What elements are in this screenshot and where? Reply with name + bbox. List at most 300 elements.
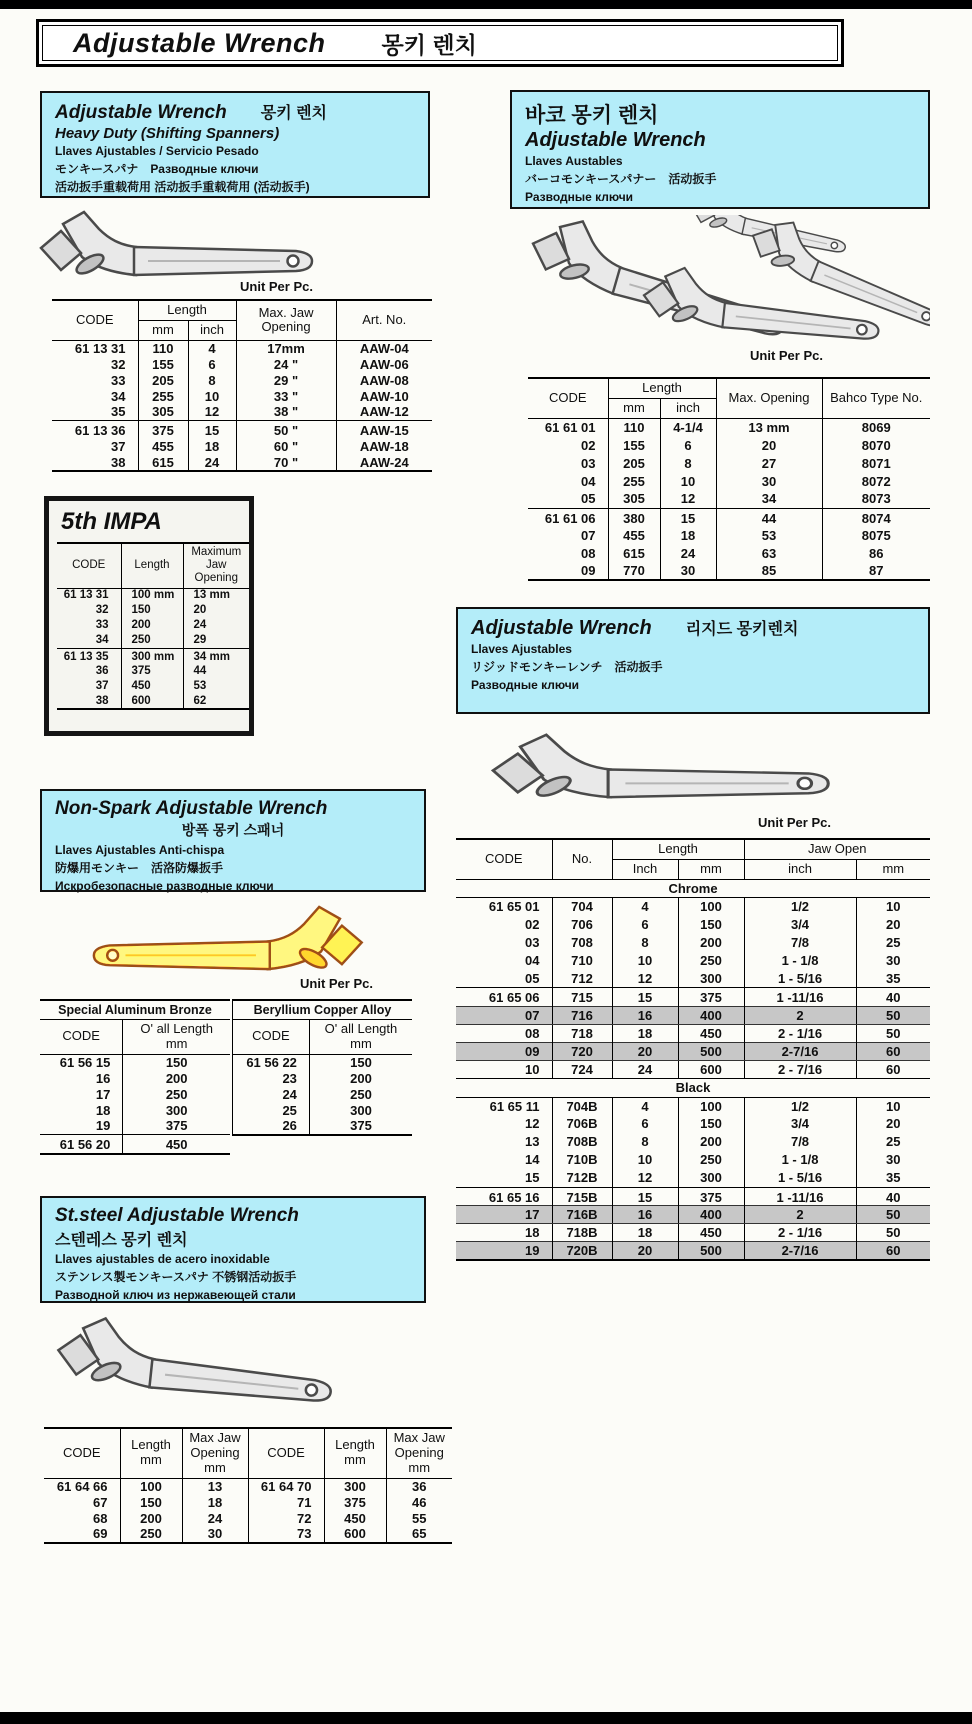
table-cell: 18: [660, 526, 716, 544]
table-cell: 04: [528, 472, 608, 490]
table-row: [528, 472, 930, 490]
table-cell: 450: [678, 1224, 744, 1242]
table-cell: 18: [40, 1102, 123, 1118]
table-cell: 53: [716, 526, 822, 544]
col-header-max-opening: Max. Opening: [716, 378, 822, 418]
table-cell: AAW-18: [359, 438, 409, 454]
table-cell: 50: [856, 1007, 930, 1025]
table-row: [456, 952, 930, 970]
table-cell: 13: [182, 1478, 248, 1494]
section-title: Adjustable Wrench: [525, 129, 706, 151]
table-cell: 61 13 31: [52, 340, 138, 356]
table-cell: 300: [165, 1102, 188, 1118]
table-cell: 72: [248, 1510, 324, 1526]
table-cell: 375: [138, 421, 188, 439]
table-cell: 250: [120, 1526, 182, 1543]
unit-per-pc-label: Unit Per Pc.: [300, 976, 373, 991]
table-cell: 17: [456, 1206, 552, 1224]
table-cell: 34 mm: [183, 648, 249, 664]
table-cell: 8074: [822, 508, 930, 526]
table-cell: 150: [121, 603, 183, 618]
section-subtitle: Heavy Duty (Shifting Spanners): [55, 125, 280, 142]
table-cell: 19: [40, 1118, 123, 1134]
col-header-no: No.: [552, 839, 612, 879]
table-row: [456, 934, 930, 952]
lang-line-ru: Разводной ключ из нержавеющей стали: [55, 1288, 296, 1302]
table-cell: 706: [552, 916, 612, 934]
table-cell: 61 56 15: [40, 1054, 123, 1070]
table-cell: 718B: [552, 1224, 612, 1242]
section-title: Adjustable Wrench: [471, 617, 652, 639]
table-cell: 250: [678, 1151, 744, 1169]
table-cell: 61 13 36: [52, 421, 138, 439]
bahco-wrench-group-image: [522, 215, 930, 347]
non-spark-wrench-image: [36, 898, 381, 982]
table-cell: 715B: [552, 1187, 612, 1206]
table-cell: 36: [386, 1478, 452, 1494]
col-header-length: Length: [138, 300, 236, 320]
table-cell: 770: [608, 562, 660, 580]
heavy-duty-table: [52, 299, 432, 472]
table-cell: 710B: [552, 1151, 612, 1169]
table-cell: 30: [886, 953, 901, 969]
table-cell: 1 - 1/8: [744, 1151, 856, 1169]
table-row: [456, 916, 930, 934]
table-cell: 720: [552, 1043, 612, 1061]
table-cell: 500: [678, 1043, 744, 1061]
section-title-row: [471, 616, 915, 640]
table-cell: 615: [608, 544, 660, 562]
lang-line-ja-zh: リジッドモンキーレンチ 活动扳手: [471, 660, 663, 674]
table-cell: 375: [165, 1118, 188, 1134]
col-header-oall-length-text: O' all Length: [324, 1021, 398, 1036]
table-cell: 08: [528, 544, 608, 562]
table-cell: 16: [612, 1007, 678, 1025]
table-cell: 15: [612, 1187, 678, 1206]
table-cell: 35: [52, 404, 138, 420]
lang-line-ru: Искробезопасные разводные ключи: [55, 879, 274, 893]
table-cell: AAW-24: [359, 454, 409, 470]
table-cell: 03: [528, 454, 608, 472]
col-header-code: CODE: [44, 1428, 120, 1478]
table-row: [52, 388, 432, 404]
table-cell: 8075: [861, 527, 891, 543]
bahco-table: [528, 377, 930, 581]
table-row: [52, 404, 432, 420]
col-header-inch: inch: [188, 320, 236, 340]
page-title-box: [36, 19, 844, 67]
col-header-jaw-mm: mm: [882, 860, 905, 876]
table-cell: 1/2: [744, 1097, 856, 1115]
table-cell: 150: [678, 1115, 744, 1133]
table-cell: 150: [309, 1054, 412, 1070]
lang-line-ja-ru: モンキースパナ Разводные ключи: [55, 162, 259, 176]
table-cell: 615: [138, 455, 188, 472]
lang-line-ja-zh: 防爆用モンキー 活洛防爆扳手: [55, 861, 224, 875]
table-cell: 70 ": [236, 455, 336, 472]
table-cell: 100: [120, 1478, 182, 1494]
table-cell: 155: [138, 356, 188, 372]
page-title-en: Adjustable Wrench: [73, 27, 326, 58]
table-cell: 455: [608, 526, 660, 544]
table-cell: 17mm: [236, 340, 336, 356]
table-cell: 4: [612, 898, 678, 916]
table-row: [40, 1070, 230, 1086]
table-row: [44, 1478, 452, 1494]
table-cell: 2-7/16: [744, 1242, 856, 1260]
table-cell: 25: [233, 1102, 309, 1118]
col-header-code: CODE: [456, 839, 552, 879]
table-cell: 61 64 66: [44, 1478, 120, 1494]
table-cell: 300: [678, 970, 744, 988]
col-header-max-jaw: Max. Jaw Opening: [236, 300, 336, 340]
table-cell: 3/4: [744, 1115, 856, 1133]
table-cell: 2 - 7/16: [744, 1061, 856, 1079]
table-cell: 300 mm: [121, 648, 183, 664]
table-cell: 17: [40, 1086, 123, 1102]
table-cell: AAW-08: [359, 372, 409, 388]
table-cell: 30: [886, 1152, 901, 1168]
table-cell: 12: [612, 1169, 678, 1187]
table-cell: 250: [678, 952, 744, 970]
lang-line-ru: Разводные ключи: [471, 678, 580, 692]
table-cell: 600: [678, 1061, 744, 1079]
table-cell: 7/8: [744, 1133, 856, 1151]
col-header-mm: mm: [350, 1035, 372, 1051]
table-cell: 4: [188, 340, 236, 356]
table-cell: 24: [193, 618, 207, 631]
table-cell: 50 ": [236, 421, 336, 439]
table-row: [456, 1151, 930, 1169]
table-cell: 67: [44, 1494, 120, 1510]
section-title-ko: 몽키 렌치: [260, 105, 328, 122]
table-cell: 200: [165, 1070, 188, 1086]
col-header-mm: mm: [408, 1459, 431, 1475]
table-row: [40, 1054, 230, 1070]
table-cell: 716B: [552, 1206, 612, 1224]
table-cell: 73: [248, 1526, 324, 1543]
col-header-bahco-type: Bahco Type No.: [830, 389, 923, 405]
col-header-code: CODE: [528, 378, 608, 418]
table-cell: 26: [233, 1118, 309, 1135]
table-cell: 450: [121, 679, 183, 694]
beryllium-table-block: [232, 999, 412, 1136]
table-cell: 200: [678, 1133, 744, 1151]
table-cell: 712B: [552, 1169, 612, 1187]
section-heavy-duty-header: [40, 91, 430, 198]
bronze-table: [40, 1020, 230, 1155]
table-cell: 200: [121, 618, 183, 633]
table-cell: 34: [52, 388, 138, 404]
table-cell: 65: [412, 1526, 427, 1542]
col-header-length-text: Length: [131, 1437, 171, 1453]
table-row: [40, 1086, 230, 1102]
table-cell: 03: [456, 934, 552, 952]
table-cell: 60: [856, 1242, 930, 1260]
table-row: [44, 1494, 452, 1510]
table-cell: 87: [869, 563, 884, 579]
table-cell: 18: [456, 1224, 552, 1242]
table-cell: 708: [552, 934, 612, 952]
unit-per-pc-label: Unit Per Pc.: [750, 348, 823, 363]
page-top-border: [0, 0, 972, 9]
table-cell: 16: [612, 1206, 678, 1224]
col-header-max-jaw: [182, 1428, 248, 1478]
lang-line-ja-zh: バーコモンキースパナー 活动扳手: [525, 172, 717, 186]
table-cell: 38 ": [236, 404, 336, 420]
col-header-length-text: Length: [335, 1437, 375, 1453]
table-cell: 712: [552, 970, 612, 988]
table-cell: 8: [612, 1133, 678, 1151]
table-cell: 61 13 31: [57, 588, 121, 603]
table-row: [456, 1133, 930, 1151]
table-cell: 375: [324, 1494, 386, 1510]
col-header-max-jaw-text: Max Jaw Opening: [393, 1430, 445, 1460]
table-cell: 720B: [552, 1242, 612, 1260]
table-cell: 450: [123, 1135, 230, 1154]
table-row: [456, 1242, 930, 1260]
table-cell: 29 ": [236, 372, 336, 388]
table-cell: 61 65 11: [456, 1097, 552, 1115]
table-row: [456, 1025, 930, 1043]
table-cell: 10: [456, 1061, 552, 1079]
table-row: [57, 588, 249, 603]
table-cell: 8: [188, 372, 236, 388]
table-cell: 20: [716, 436, 822, 454]
table-cell: 450: [324, 1510, 386, 1526]
table-cell: 13 mm: [183, 588, 249, 603]
table-cell: 19: [456, 1242, 552, 1260]
table-row: [528, 418, 930, 436]
table-cell: 100: [678, 1097, 744, 1115]
table-cell: 25: [886, 935, 901, 951]
col-header-length: Length: [612, 839, 744, 859]
table-row: [233, 1118, 412, 1135]
col-header-length: [324, 1428, 386, 1478]
col-header-mm: mm: [678, 859, 744, 879]
table-row: [52, 356, 432, 372]
table-cell: 61 56 22: [233, 1054, 309, 1070]
page-title-ko: 몽키 렌치: [381, 31, 477, 58]
table-cell: 60: [856, 1043, 930, 1061]
table-cell: 10: [612, 1151, 678, 1169]
table-cell: 13: [456, 1133, 552, 1151]
col-header-code: CODE: [40, 1020, 123, 1054]
table-cell: 8071: [861, 455, 891, 471]
col-header-max-jaw: Maximum Jaw Opening: [191, 546, 242, 585]
table-cell: 09: [528, 562, 608, 580]
table-row: [456, 1061, 930, 1079]
table-cell: 400: [678, 1206, 744, 1224]
table-cell: 4: [612, 1097, 678, 1115]
table-row: [456, 988, 930, 1007]
table-cell: 500: [678, 1242, 744, 1260]
col-header-inch: Inch: [612, 859, 678, 879]
table-cell: 30: [716, 472, 822, 490]
table-cell: 04: [456, 952, 552, 970]
table-cell: 704: [552, 898, 612, 916]
table-row: [456, 1187, 930, 1206]
col-header-oall-length: [309, 1020, 412, 1054]
table-cell: 12: [660, 490, 716, 508]
table-row: [57, 648, 249, 664]
table-section-row: [456, 879, 930, 898]
section-title-ko: 리지드 몽키렌치: [685, 621, 799, 638]
table-cell: 300: [678, 1169, 744, 1187]
table-row: [528, 508, 930, 526]
section-title: Adjustable Wrench: [55, 102, 227, 123]
table-row: [528, 454, 930, 472]
table-cell: 716: [552, 1007, 612, 1025]
table-cell: 110: [138, 340, 188, 356]
table-cell: 1 - 5/16: [744, 1169, 856, 1187]
table-cell: 8069: [822, 418, 930, 436]
table-row: [52, 439, 432, 455]
section-bahco-header: [510, 90, 930, 209]
section-title-ko: 스텐레스 몽키 렌치: [55, 1232, 188, 1249]
table-cell: 24: [612, 1061, 678, 1079]
section-title: Non-Spark Adjustable Wrench: [55, 798, 328, 819]
table-cell: 150: [678, 916, 744, 934]
table-cell: 8: [660, 454, 716, 472]
table-cell: 30: [660, 562, 716, 580]
section-title-row: [55, 100, 415, 124]
lang-line-es: Llaves Ajustables Anti-chispa: [55, 843, 225, 857]
table-cell: 2-7/16: [744, 1043, 856, 1061]
table-row: [456, 898, 930, 916]
table-cell: 20: [612, 1043, 678, 1061]
impa-box: [44, 496, 254, 736]
table-cell: 15: [660, 508, 716, 526]
table-row: [57, 694, 249, 709]
table-cell: 62: [193, 694, 207, 707]
table-row: [52, 372, 432, 388]
table-cell: 724: [552, 1061, 612, 1079]
table-cell: 20: [886, 1116, 901, 1132]
table-cell: 15: [456, 1169, 552, 1187]
table-cell: 07: [456, 1007, 552, 1025]
table-cell: 600: [324, 1526, 386, 1543]
table-row: [52, 421, 432, 439]
table-cell: 6: [188, 356, 236, 372]
col-header-max-jaw: [386, 1428, 452, 1478]
table-cell: 18: [612, 1025, 678, 1043]
impa-table: [57, 542, 249, 710]
table-cell: 20: [612, 1242, 678, 1260]
table-cell: 60 ": [236, 439, 336, 455]
table-cell: 375: [350, 1118, 372, 1134]
table-cell: 44: [193, 665, 207, 678]
table-cell: 50: [856, 1206, 930, 1224]
table-cell: 150: [123, 1054, 230, 1070]
table-cell: 200: [350, 1070, 372, 1086]
table-cell: 33: [57, 618, 121, 633]
col-header-code: CODE: [57, 543, 121, 588]
table-cell: 36: [57, 664, 121, 679]
table-cell: 24 ": [236, 356, 336, 372]
col-header-code: CODE: [52, 300, 138, 340]
table-cell: 14: [456, 1151, 552, 1169]
table-cell: 4-1/4: [660, 418, 716, 436]
table-cell: 10: [886, 1098, 901, 1114]
col-header-mm: mm: [138, 320, 188, 340]
table-cell: 8: [612, 934, 678, 952]
table-cell: 33 ": [236, 388, 336, 404]
table-row: [456, 1097, 930, 1115]
table-section-label: Black: [456, 1079, 930, 1098]
table-cell: 12: [456, 1115, 552, 1133]
table-cell: 61 65 16: [456, 1187, 552, 1206]
table-cell: AAW-04: [336, 340, 432, 356]
table-cell: 200: [120, 1510, 182, 1526]
table-cell: 375: [678, 988, 744, 1007]
col-header-max-jaw-text: Max Jaw Opening: [189, 1430, 241, 1460]
table-cell: AAW-15: [336, 421, 432, 439]
table-cell: 155: [608, 436, 660, 454]
table-row: [456, 1206, 930, 1224]
table-cell: 86: [869, 545, 884, 561]
table-cell: 09: [456, 1043, 552, 1061]
unit-per-pc-label: Unit Per Pc.: [758, 815, 831, 830]
table-row: [528, 526, 930, 544]
table-cell: 455: [138, 439, 188, 455]
table-cell: 8073: [861, 491, 891, 507]
table-cell: 02: [456, 916, 552, 934]
table-cell: 20: [193, 603, 207, 616]
table-cell: 61 65 01: [456, 898, 552, 916]
lang-line-es: Llaves Ajustables: [471, 642, 572, 656]
table-cell: 38: [52, 455, 138, 472]
table-cell: 710: [552, 952, 612, 970]
table-cell: 708B: [552, 1133, 612, 1151]
table-cell: 60: [886, 1061, 901, 1077]
table-cell: 02: [528, 436, 608, 454]
table-row: [233, 1070, 412, 1086]
col-header-oall-length-text: O' all Length: [140, 1021, 213, 1036]
table-row: [528, 490, 930, 508]
table-cell: 305: [138, 404, 188, 420]
col-header-inch: inch: [660, 398, 716, 418]
table-cell: 305: [608, 490, 660, 508]
lang-line-ru: Разводные ключи: [525, 190, 634, 204]
table-row: [456, 1115, 930, 1133]
col-header-code: CODE: [248, 1428, 324, 1478]
beryllium-table-title: Beryllium Copper Alloy: [233, 999, 412, 1020]
table-cell: 6: [660, 436, 716, 454]
section-non-spark-header: [40, 789, 426, 892]
lang-line-es: Llaves ajustables de acero inoxidable: [55, 1252, 270, 1266]
table-row: [456, 1007, 930, 1025]
table-cell: 61 13 35: [57, 648, 121, 664]
table-cell: 10: [612, 952, 678, 970]
table-cell: AAW-12: [359, 404, 409, 420]
table-cell: 15: [612, 988, 678, 1007]
lang-line-es: Llaves Austables: [525, 154, 623, 168]
table-cell: 61 64 70: [248, 1478, 324, 1494]
table-cell: 8072: [861, 473, 891, 489]
beryllium-table: [233, 1020, 412, 1136]
table-cell: 61 61 01: [528, 418, 608, 436]
col-header-length: [120, 1428, 182, 1478]
table-cell: 375: [678, 1187, 744, 1206]
table-cell: 18: [182, 1494, 248, 1510]
table-cell: 150: [120, 1494, 182, 1510]
table-row: [57, 664, 249, 679]
table-cell: 50: [886, 1224, 901, 1240]
table-cell: 15: [188, 421, 236, 439]
rigid-table: [456, 838, 930, 1261]
table-cell: 33: [52, 372, 138, 388]
